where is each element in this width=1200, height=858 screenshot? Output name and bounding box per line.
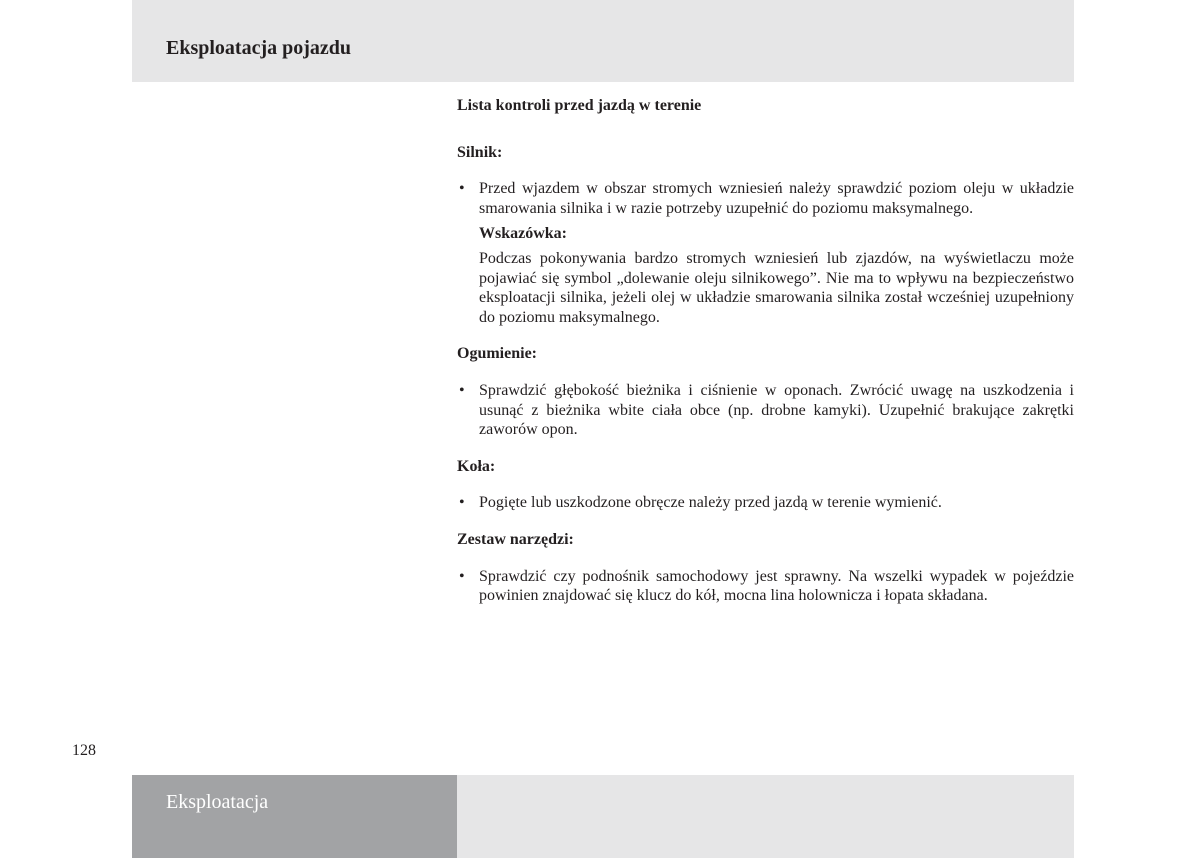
list-item <box>457 381 1074 440</box>
checklist-heading: Lista kontroli przed jazdą w terenie <box>457 97 702 114</box>
bullet-icon: • <box>459 381 465 399</box>
note-text: Podczas pokonywania bardzo stromych wzniesień lub zjazdów, na wyświetlaczu może pojawiać się symbol „dolewanie oleju silnikowego”. Nie ma to wpływu na bezpieczeństwo eksploatacji silnika, jeżeli olej w układzie smarowania silnika został wcześniej uzupełniony do poziomu maksymalnego. <box>479 249 1074 326</box>
footer-section-tab <box>132 775 457 858</box>
list-item <box>457 493 1074 513</box>
page-number: 128 <box>72 742 96 759</box>
wheels-list <box>457 493 1074 513</box>
note-label: Wskazówka: <box>479 225 568 243</box>
page-title: Eksploatacja pojazdu <box>166 37 352 59</box>
bullet-text: Sprawdzić głębokość bieżnika i ciśnienie w oponach. Zwrócić uwagę na uszkodzenia i usunąć z bieżnika wbite ciała obce (np. drobne kamyki). Uzupełnić brakujące zakrętki zaworów opon. <box>479 381 1074 439</box>
bullet-text: Sprawdzić czy podnośnik samochodowy jest sprawny. Na wszelki wypadek w pojeździe powinien znajdować się klucz do kół, mocna lina holownicza i łopata składana. <box>479 567 1074 605</box>
bullet-text: Pogięte lub uszkodzone obręcze należy przed jazdą w terenie wymienić. <box>479 494 942 512</box>
bullet-text: Przed wjazdem w obszar stromych wzniesień należy sprawdzić poziom oleju w układzie smarowania silnika i w razie potrzeby uzupełnić do poziomu maksymalnego. <box>479 180 1074 217</box>
toolkit-list <box>457 567 1074 606</box>
bullet-icon: • <box>459 567 465 585</box>
tyres-list <box>457 381 1074 440</box>
section-heading-tyres: Ogumienie: <box>457 345 537 363</box>
list-item <box>457 567 1074 606</box>
main-content <box>457 96 1074 606</box>
engine-list <box>457 179 1074 327</box>
section-heading-wheels: Koła: <box>457 457 496 475</box>
section-heading-toolkit: Zestaw narzędzi: <box>457 530 574 548</box>
bullet-icon: • <box>459 494 465 512</box>
footer-bar <box>457 775 1074 858</box>
footer-section-label: Eksploatacja <box>166 791 269 813</box>
bullet-icon: • <box>459 180 465 198</box>
section-heading-engine: Silnik: <box>457 143 503 161</box>
page-header <box>132 0 1074 82</box>
list-item <box>457 179 1074 327</box>
